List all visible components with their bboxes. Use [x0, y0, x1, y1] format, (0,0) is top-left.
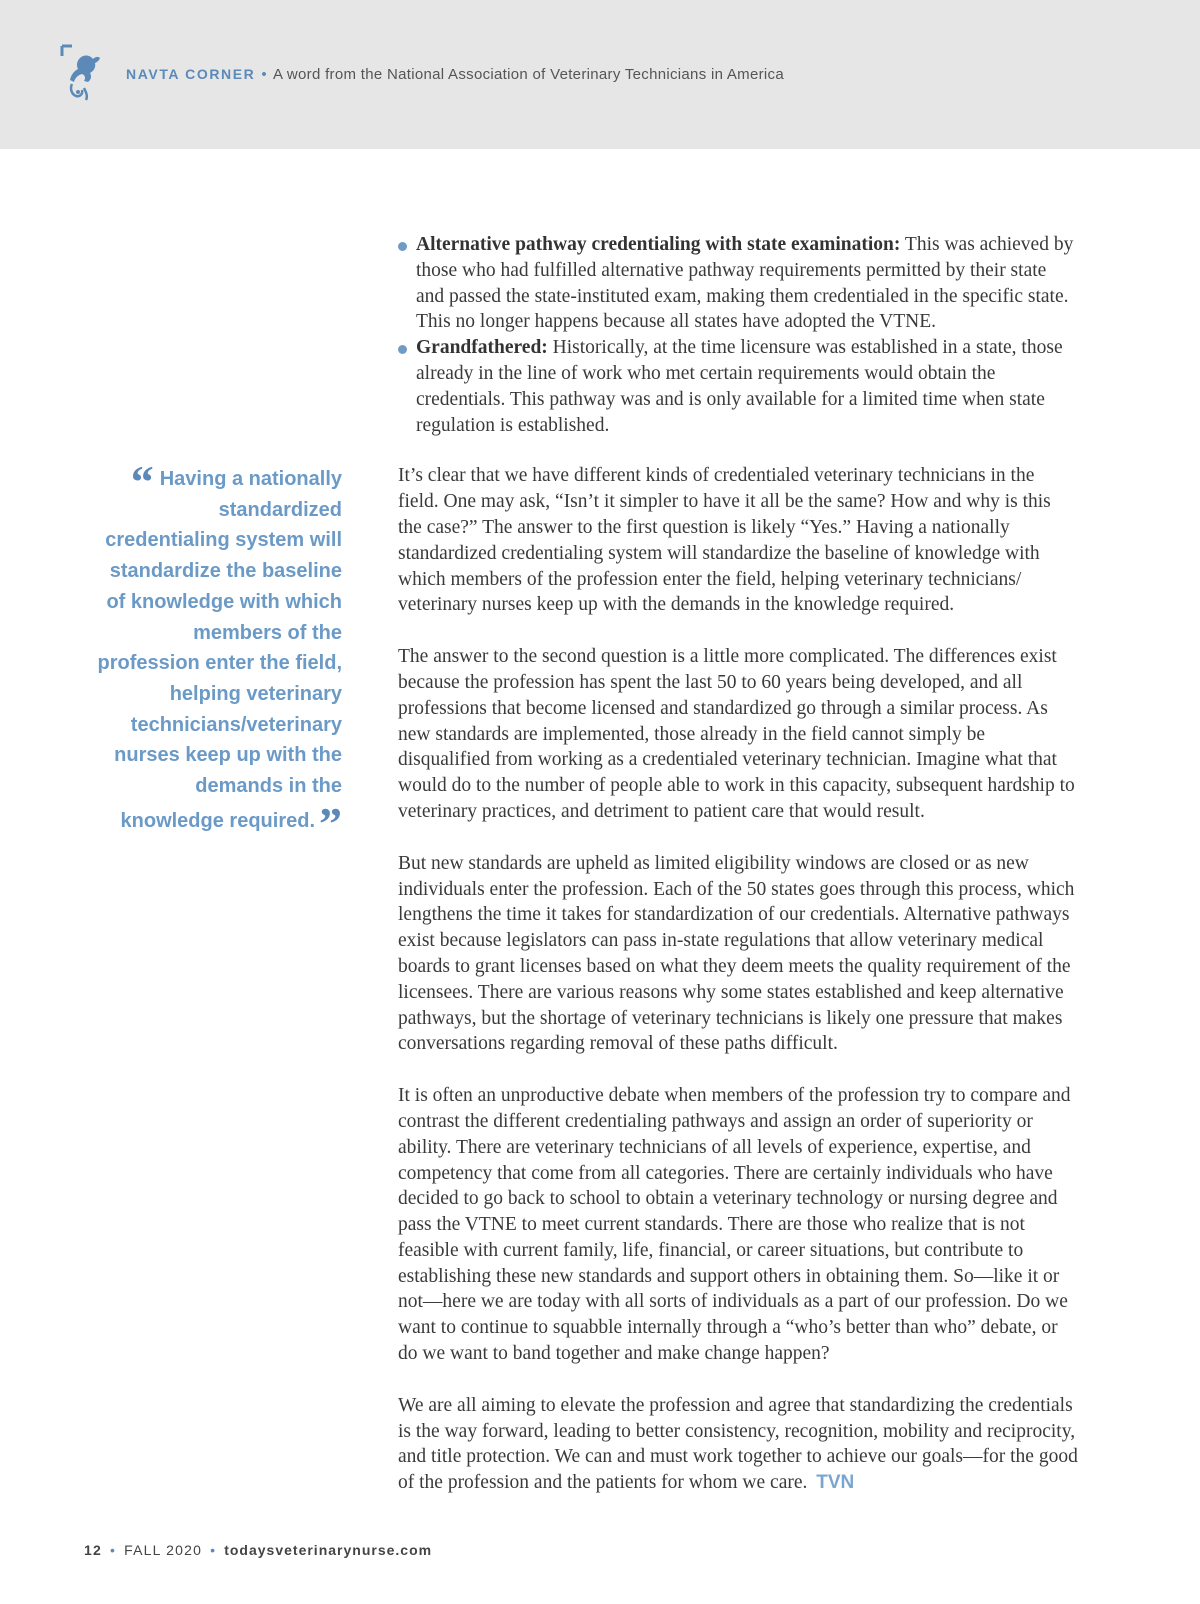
list-item [398, 232, 1078, 335]
bullet-list [398, 232, 1078, 438]
footer-separator: • [109, 1542, 117, 1558]
list-item-text: This was achieved by those who had fulfilled alternative pathway requirements permitted by their state and passed the state-instituted exam, making them credentialed in the specific state. This no longer happens because all states have adopted the VTNE. [416, 234, 1074, 333]
paragraph: It is often an unproductive debate when members of the profession try to compare and contrast the different credentialing pathways and assign an order of superiority or ability. There are veterinary technicians of all levels of experience, expertise, and competency that come from all categories. There are certainly individuals who have decided to go back to school to obtain a veterinary technology or nursing degree and pass the VTNE to meet current standards. There are those who realize that is not feasible with current family, life, financial, or career situations, but contribute to establishing these new standards and support others in obtaining them. So—like it or not—here we are today with all sorts of individuals as a part of our profession. Do we want to continue to squabble internally through a “who’s better than who” debate, or do we want to band together and make change happen? [398, 1085, 1071, 1365]
pull-quote [92, 456, 342, 849]
navta-animals-logo-icon [58, 44, 108, 104]
website-link[interactable]: todaysveterinarynurse.com [224, 1542, 433, 1558]
paragraph: The answer to the second question is a little more complicated. The differences exist because the profession has spent the last 50 to 60 years being developed, and all professions that become licensed and standardized go through a similar process. As new standards are implemented, those already in the field cannot simply be disqualified from working as a credentialed veterinary technician. Imagine what that would do to the number of people able to work in this capacity, subsequent hardship to veterinary practices, and detriment to patient care that would result. [398, 646, 1075, 822]
paragraph-final [398, 1393, 1078, 1496]
article-body [398, 232, 1078, 1496]
close-quote-icon: ” [319, 797, 342, 849]
footer-separator: • [210, 1542, 217, 1558]
list-item-heading: Grandfathered: [416, 337, 548, 359]
page-footer [84, 1542, 432, 1558]
list-item-text: Historically, at the time licensure was established in a state, those already in the line of work who met certain requirements would obtain the credentials. This pathway was and is only available for a limited time when state regulation is established. [416, 337, 1063, 436]
list-item-heading: Alternative pathway credentialing with state examination: [416, 234, 901, 255]
paragraph: But new standards are upheld as limited eligibility windows are closed or as new individuals enter the profession. Each of the 50 states goes through this process, which lengthens the time it takes for standardization of our credentials. Alternative pathways exist because legislators can pass in-state regulations that allow veterinary medical boards to grant licenses based on what they deem meets the quality requirement of the licensees. There are various reasons why some states established and keep alternative pathways, but the shortage of veterinary technicians is likely one pressure that makes conversations regarding removal of these paths difficult. [398, 852, 1075, 1055]
bullet-icon [398, 242, 407, 251]
pull-quote-text: Having a nationally standardized credentialing system will standardize the baseline of knowledge with which members of the profession enter the field, helping veterinary technicians/veterinary nurses keep up with the demands in the knowledge required. [97, 468, 342, 832]
list-item [398, 335, 1078, 438]
header-tagline: A word from the National Association of Veterinary Technicians in America [272, 66, 784, 83]
paragraph-text: We are all aiming to elevate the profession and agree that standardizing the credentials is the way forward, leading to better consistency, recognition, mobility and reciprocity, and title protection. We can and must work together to achieve our goals—for the good of the profession and the patients for whom we care. [398, 1394, 1078, 1494]
bullet-icon [398, 345, 407, 354]
header-band [0, 0, 1200, 149]
page-number: 12 [84, 1542, 102, 1558]
header-separator: • [261, 66, 267, 83]
open-quote-icon: “ [130, 456, 154, 507]
issue-label: FALL 2020 [124, 1542, 203, 1558]
tvn-end-mark: TVN [816, 1472, 855, 1494]
header-title [126, 66, 784, 83]
paragraph: It’s clear that we have different kinds of credentialed veterinary technicians in the field. One may ask, “Isn’t it simpler to have it all be the same? How and why is this the case?” The answer to the first question is likely “Yes.” Having a nationally standardized credentialing system will standardize the baseline of knowledge with which members of the profession enter the field, helping veterinary technicians/ veterinary nurses keep up with the demands in the knowledge required. [398, 465, 1051, 616]
section-kicker: NAVTA CORNER [126, 66, 256, 82]
